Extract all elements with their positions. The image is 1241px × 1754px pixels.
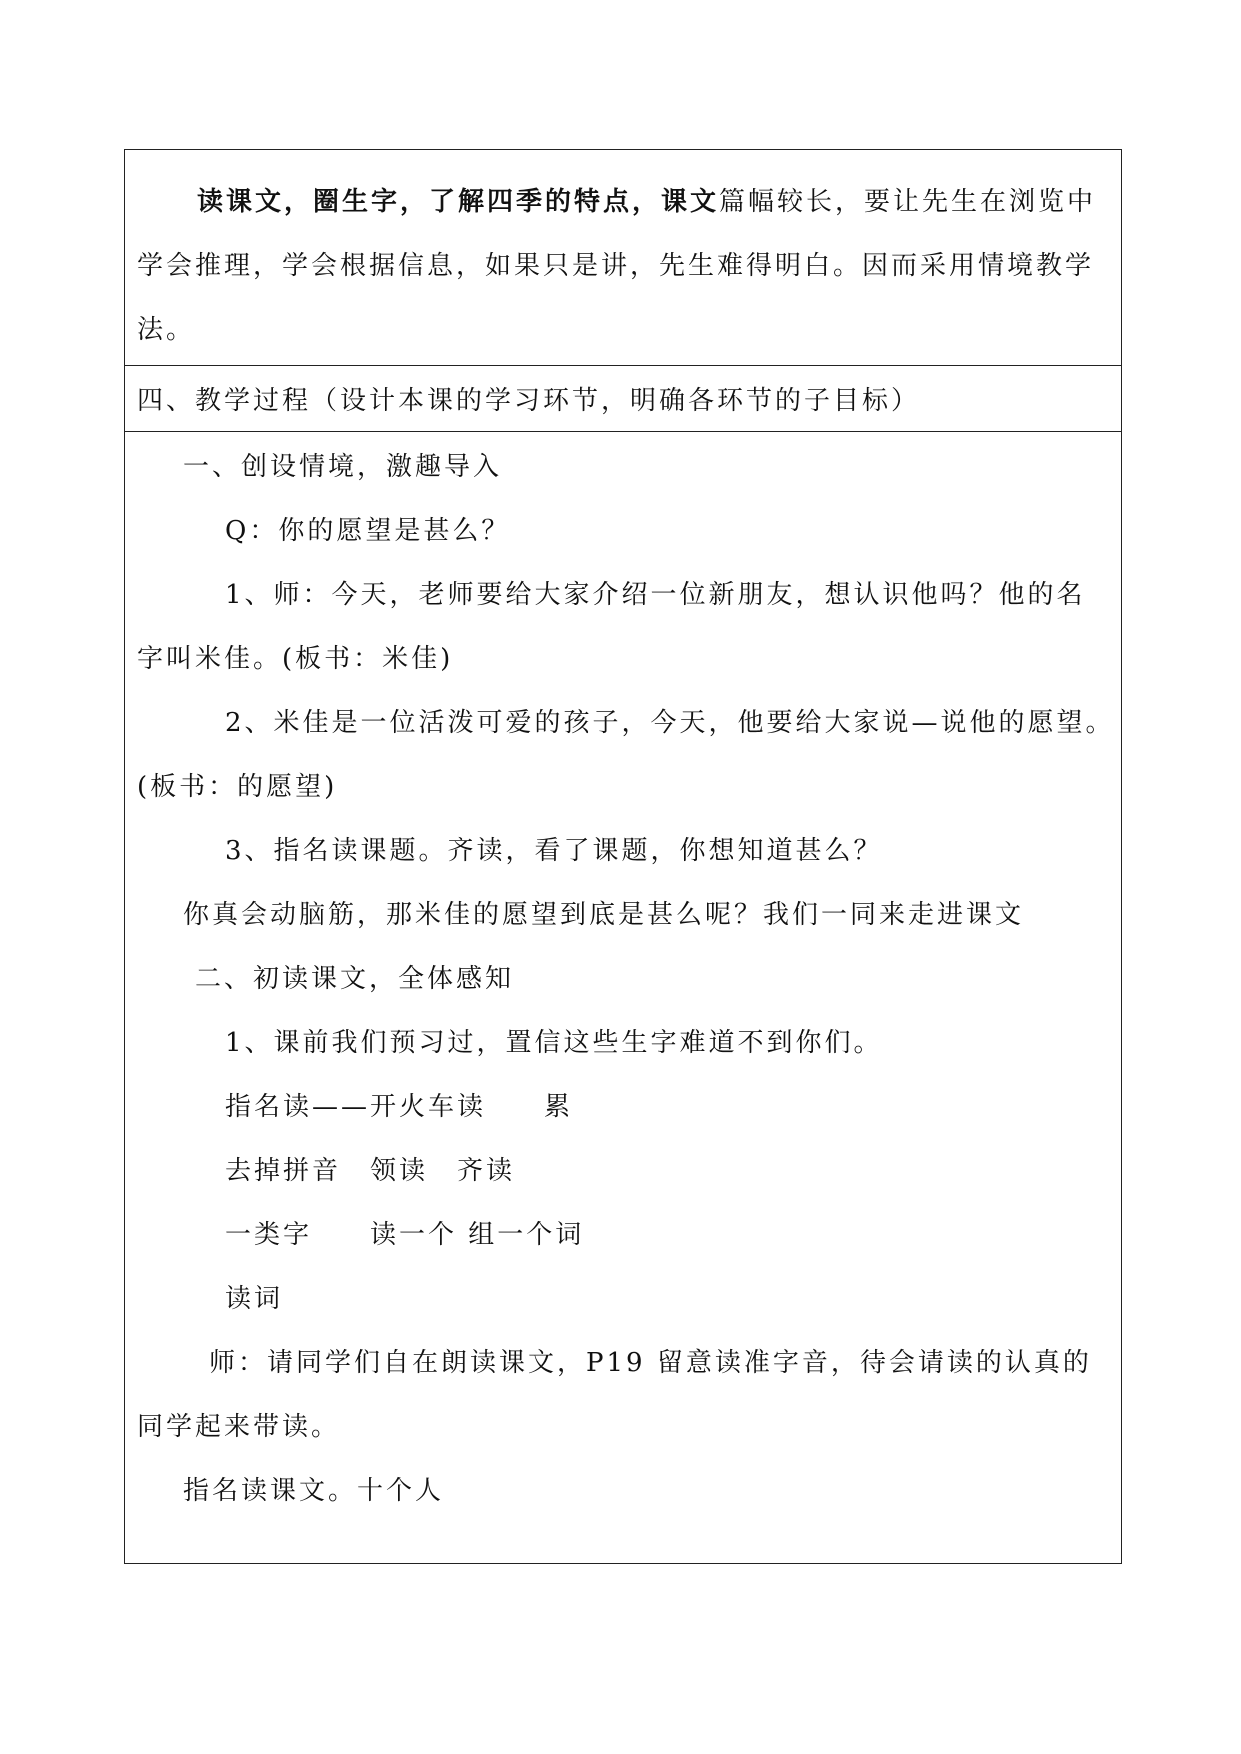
step2-line-4: 一类字 读一个 组一个词 [225,1220,585,1250]
step2-line-5: 读词 [225,1284,284,1314]
step2-title: 二、初读课文，全体感知 [195,964,515,994]
section-header: 四、教学过程（设计本课的学习环节，明确各环节的子目标） [137,386,921,416]
intro-line-2: 学会推理，学会根据信息，如果只是讲，先生难得明白。因而采用情境教学 [137,251,1095,281]
step2-line-3: 去掉拼音 领读 齐读 [225,1156,516,1186]
paragraph-4: 你真会动脑筋，那米佳的愿望到底是甚么呢？我们一同来走进课文 [183,900,1025,930]
intro-bold-text: 读课文，圈生字，了解四季的特点，课文 [197,187,720,217]
step2-line-1: 1、课前我们预习过，置信这些生字难道不到你们。 [225,1028,883,1058]
intro-line-1 [137,170,1109,234]
question-line: Q：你的愿望是甚么？ [225,516,511,546]
paragraph-3: 3、指名读课题。齐读，看了课题，你想知道甚么？ [225,836,883,866]
paragraph-2a: 2、米佳是一位活泼可爱的孩子，今天，他要给大家说—说他的愿望。 [225,708,1115,738]
lesson-plan-table [124,149,1122,1564]
intro-line-1-rest: 篇幅较长，要让先生在浏览中 [719,187,1097,217]
step2-line-7: 指名读课文。十个人 [183,1476,445,1506]
step1-title: 一、创设情境，激趣导入 [183,452,503,482]
step2-line-2: 指名读——开火车读 累 [225,1092,574,1122]
step2-line-6b: 同学起来带读。 [137,1412,341,1442]
intro-line-3: 法。 [137,315,196,345]
section-header-cell [125,366,1121,432]
paragraph-1b: 字叫米佳。(板书：米佳) [137,644,454,674]
step2-line-6a: 师：请同学们自在朗读课文，P19 留意读准字音，待会请读的认真的 [209,1348,1092,1378]
paragraph-2b: (板书：的愿望) [137,772,338,802]
intro-cell [125,150,1121,366]
process-cell [125,432,1121,1563]
paragraph-1a: 1、师：今天，老师要给大家介绍一位新朋友，想认识他吗？他的名 [225,580,1086,610]
